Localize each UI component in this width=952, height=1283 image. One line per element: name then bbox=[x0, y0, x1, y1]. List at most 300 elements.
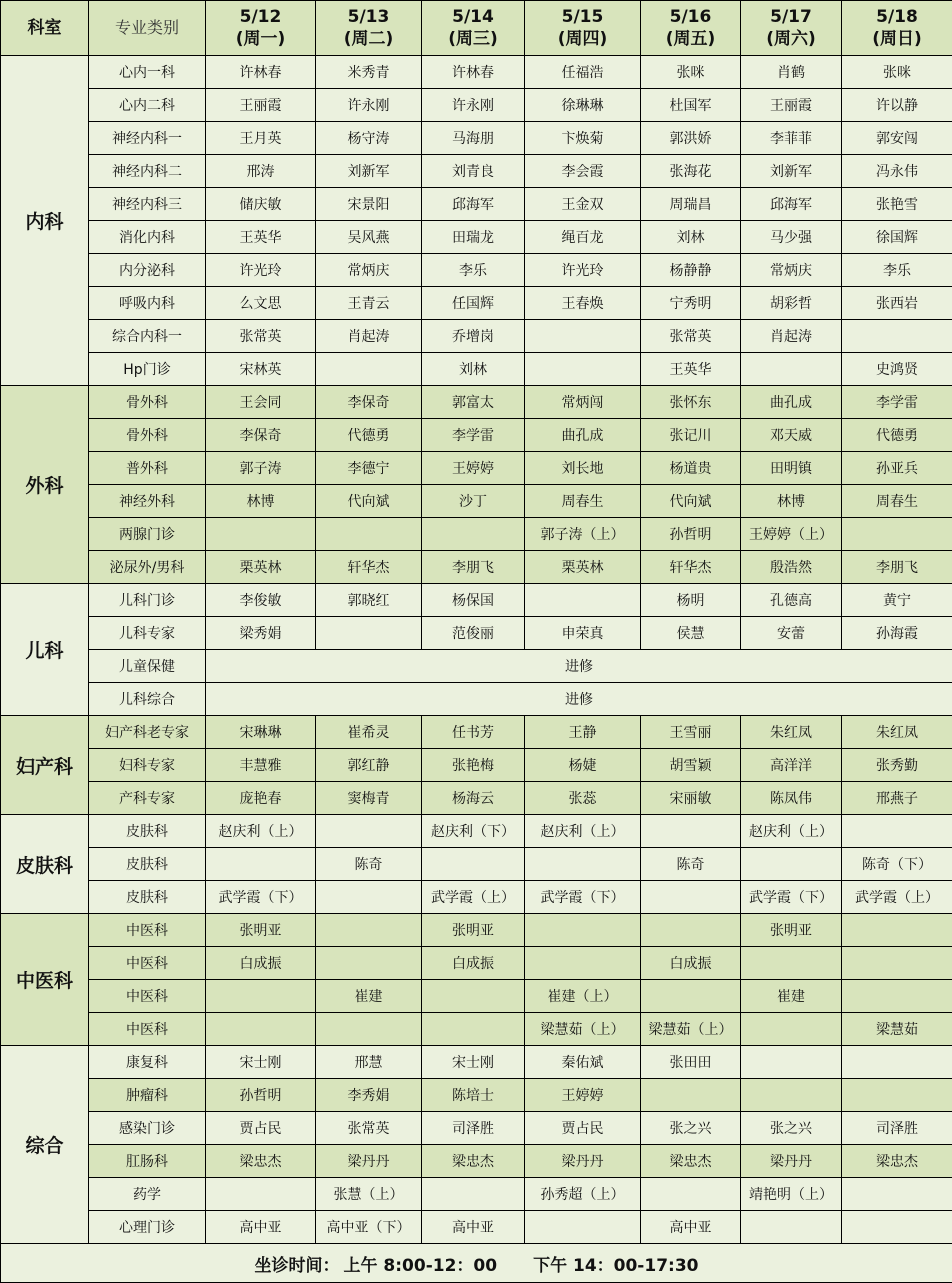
doctor-cell: 梁忠杰 bbox=[422, 1145, 525, 1178]
doctor-cell bbox=[206, 980, 316, 1013]
doctor-cell bbox=[206, 1013, 316, 1046]
doctor-cell: 张艳梅 bbox=[422, 749, 525, 782]
doctor-cell: 崔建 bbox=[316, 980, 422, 1013]
header-category: 专业类别 bbox=[89, 1, 206, 56]
category-cell: 神经内科三 bbox=[89, 188, 206, 221]
category-cell: 心内二科 bbox=[89, 89, 206, 122]
doctor-cell: 王雪丽 bbox=[641, 716, 741, 749]
doctor-cell bbox=[842, 320, 952, 353]
doctor-cell: 许永刚 bbox=[422, 89, 525, 122]
doctor-cell: 杨保国 bbox=[422, 584, 525, 617]
doctor-cell: 李乐 bbox=[422, 254, 525, 287]
doctor-cell: 王丽霞 bbox=[741, 89, 842, 122]
doctor-cell bbox=[741, 848, 842, 881]
doctor-cell: 肖起涛 bbox=[741, 320, 842, 353]
category-cell: 心内一科 bbox=[89, 56, 206, 89]
doctor-cell: 白成振 bbox=[422, 947, 525, 980]
doctor-cell: 申荣真 bbox=[525, 617, 641, 650]
doctor-cell: 王婷婷 bbox=[525, 1079, 641, 1112]
table-row bbox=[1, 518, 952, 551]
doctor-cell: 张明亚 bbox=[206, 914, 316, 947]
doctor-cell: 杨静静 bbox=[641, 254, 741, 287]
doctor-cell: 王春焕 bbox=[525, 287, 641, 320]
doctor-cell: 张常英 bbox=[206, 320, 316, 353]
table-row bbox=[1, 287, 952, 320]
doctor-cell: 王静 bbox=[525, 716, 641, 749]
doctor-cell bbox=[842, 914, 952, 947]
header-day bbox=[525, 1, 641, 56]
header-day bbox=[741, 1, 842, 56]
doctor-cell: 王婷婷（上） bbox=[741, 518, 842, 551]
doctor-cell: 刘长地 bbox=[525, 452, 641, 485]
table-row bbox=[1, 980, 952, 1013]
table-row bbox=[1, 320, 952, 353]
category-cell: 皮肤科 bbox=[89, 881, 206, 914]
doctor-cell: 王月英 bbox=[206, 122, 316, 155]
doctor-cell: 陈凤伟 bbox=[741, 782, 842, 815]
doctor-cell: 乔增岗 bbox=[422, 320, 525, 353]
doctor-cell: 卞焕菊 bbox=[525, 122, 641, 155]
doctor-cell: 栗英林 bbox=[206, 551, 316, 584]
doctor-cell: 梁忠杰 bbox=[206, 1145, 316, 1178]
dept-cell: 皮肤科 bbox=[1, 815, 89, 914]
category-cell: 综合内科一 bbox=[89, 320, 206, 353]
dept-cell: 妇产科 bbox=[1, 716, 89, 815]
doctor-cell: 梁慧茹（上） bbox=[641, 1013, 741, 1046]
doctor-cell: 梁忠杰 bbox=[842, 1145, 952, 1178]
doctor-cell: 徐国辉 bbox=[842, 221, 952, 254]
doctor-cell: 林博 bbox=[741, 485, 842, 518]
doctor-cell: 侯慧 bbox=[641, 617, 741, 650]
table-row bbox=[1, 1145, 952, 1178]
doctor-cell: 储庆敏 bbox=[206, 188, 316, 221]
doctor-cell: 绳百龙 bbox=[525, 221, 641, 254]
doctor-cell: 邱海军 bbox=[741, 188, 842, 221]
doctor-cell: 王金双 bbox=[525, 188, 641, 221]
header-weekday: (周一) bbox=[206, 28, 315, 50]
doctor-cell: 司泽胜 bbox=[422, 1112, 525, 1145]
doctor-cell: 梁丹丹 bbox=[525, 1145, 641, 1178]
doctor-cell bbox=[316, 617, 422, 650]
category-cell: 中医科 bbox=[89, 947, 206, 980]
category-cell: 普外科 bbox=[89, 452, 206, 485]
doctor-cell: 朱红凤 bbox=[741, 716, 842, 749]
doctor-cell: 张之兴 bbox=[641, 1112, 741, 1145]
doctor-cell: 张田田 bbox=[641, 1046, 741, 1079]
header-date: 5/16 bbox=[641, 6, 740, 28]
doctor-cell: 李学雷 bbox=[842, 386, 952, 419]
doctor-cell bbox=[525, 1211, 641, 1244]
doctor-cell: 许永刚 bbox=[316, 89, 422, 122]
doctor-cell bbox=[641, 1178, 741, 1211]
doctor-cell: 任书芳 bbox=[422, 716, 525, 749]
doctor-cell: 李乐 bbox=[842, 254, 952, 287]
table-row bbox=[1, 815, 952, 848]
category-cell: 药学 bbox=[89, 1178, 206, 1211]
doctor-cell bbox=[316, 1013, 422, 1046]
category-cell: 儿科专家 bbox=[89, 617, 206, 650]
header-weekday: (周二) bbox=[316, 28, 421, 50]
doctor-cell: 陈培士 bbox=[422, 1079, 525, 1112]
doctor-cell bbox=[525, 914, 641, 947]
header-weekday: (周六) bbox=[741, 28, 841, 50]
doctor-cell: 张明亚 bbox=[741, 914, 842, 947]
doctor-cell: 代德勇 bbox=[842, 419, 952, 452]
doctor-cell: 孙海霞 bbox=[842, 617, 952, 650]
doctor-cell bbox=[316, 881, 422, 914]
doctor-cell: 郭晓红 bbox=[316, 584, 422, 617]
table-row bbox=[1, 122, 952, 155]
doctor-cell bbox=[316, 914, 422, 947]
header-weekday: (周五) bbox=[641, 28, 740, 50]
category-cell: 感染门诊 bbox=[89, 1112, 206, 1145]
doctor-cell: 王青云 bbox=[316, 287, 422, 320]
doctor-cell: 梁慧茹（上） bbox=[525, 1013, 641, 1046]
doctor-cell: 李菲菲 bbox=[741, 122, 842, 155]
doctor-cell: 宁秀明 bbox=[641, 287, 741, 320]
doctor-cell: 武学霞（下） bbox=[741, 881, 842, 914]
doctor-cell: 任福浩 bbox=[525, 56, 641, 89]
table-row bbox=[1, 1013, 952, 1046]
doctor-cell: 武学霞（下） bbox=[525, 881, 641, 914]
category-cell: 儿科综合 bbox=[89, 683, 206, 716]
doctor-cell: 肖鹤 bbox=[741, 56, 842, 89]
category-cell: 儿科门诊 bbox=[89, 584, 206, 617]
doctor-cell: 邢涛 bbox=[206, 155, 316, 188]
doctor-cell: 许林春 bbox=[206, 56, 316, 89]
doctor-cell bbox=[525, 584, 641, 617]
doctor-cell bbox=[741, 1079, 842, 1112]
doctor-cell: 刘青良 bbox=[422, 155, 525, 188]
doctor-cell bbox=[422, 1013, 525, 1046]
doctor-cell: 杨婕 bbox=[525, 749, 641, 782]
doctor-cell: 邱海军 bbox=[422, 188, 525, 221]
doctor-cell: 马少强 bbox=[741, 221, 842, 254]
header-date: 5/17 bbox=[741, 6, 841, 28]
doctor-cell: 张海花 bbox=[641, 155, 741, 188]
category-cell: 骨外科 bbox=[89, 419, 206, 452]
doctor-cell bbox=[842, 980, 952, 1013]
doctor-cell: 赵庆利（下） bbox=[422, 815, 525, 848]
doctor-cell bbox=[842, 1178, 952, 1211]
category-cell: 儿童保健 bbox=[89, 650, 206, 683]
category-cell: 妇科专家 bbox=[89, 749, 206, 782]
doctor-cell: 许光玲 bbox=[206, 254, 316, 287]
doctor-cell: 李秀娟 bbox=[316, 1079, 422, 1112]
category-cell: 神经内科一 bbox=[89, 122, 206, 155]
doctor-cell: 轩华杰 bbox=[316, 551, 422, 584]
doctor-cell: 张常英 bbox=[641, 320, 741, 353]
doctor-cell: 常炳庆 bbox=[316, 254, 422, 287]
doctor-cell bbox=[316, 947, 422, 980]
header-date: 5/14 bbox=[422, 6, 524, 28]
category-cell: 中医科 bbox=[89, 980, 206, 1013]
doctor-cell bbox=[422, 1178, 525, 1211]
doctor-cell: 李保奇 bbox=[206, 419, 316, 452]
doctor-cell bbox=[842, 947, 952, 980]
category-cell: 神经外科 bbox=[89, 485, 206, 518]
doctor-cell: 赵庆利（上） bbox=[525, 815, 641, 848]
header-weekday: (周三) bbox=[422, 28, 524, 50]
doctor-cell: 田明镇 bbox=[741, 452, 842, 485]
doctor-cell bbox=[422, 518, 525, 551]
category-cell: 心理门诊 bbox=[89, 1211, 206, 1244]
doctor-cell: 陈奇 bbox=[641, 848, 741, 881]
doctor-cell bbox=[842, 1046, 952, 1079]
doctor-cell: 王婷婷 bbox=[422, 452, 525, 485]
doctor-cell: 张咪 bbox=[641, 56, 741, 89]
doctor-cell: 赵庆利（上） bbox=[741, 815, 842, 848]
table-row bbox=[1, 155, 952, 188]
category-cell: 消化内科 bbox=[89, 221, 206, 254]
doctor-cell: 张咪 bbox=[842, 56, 952, 89]
doctor-cell bbox=[641, 980, 741, 1013]
doctor-cell: 武学霞（上） bbox=[842, 881, 952, 914]
doctor-cell: 米秀青 bbox=[316, 56, 422, 89]
category-cell: 神经内科二 bbox=[89, 155, 206, 188]
doctor-cell bbox=[525, 353, 641, 386]
doctor-cell bbox=[741, 1013, 842, 1046]
doctor-cell: 代德勇 bbox=[316, 419, 422, 452]
doctor-cell: 梁忠杰 bbox=[641, 1145, 741, 1178]
table-row bbox=[1, 353, 952, 386]
doctor-cell: 么文思 bbox=[206, 287, 316, 320]
doctor-cell: 刘新军 bbox=[316, 155, 422, 188]
dept-cell: 中医科 bbox=[1, 914, 89, 1046]
doctor-cell: 冯永伟 bbox=[842, 155, 952, 188]
doctor-cell: 李保奇 bbox=[316, 386, 422, 419]
footer-row bbox=[1, 1244, 952, 1283]
category-cell: 泌尿外/男科 bbox=[89, 551, 206, 584]
doctor-cell: 沙丁 bbox=[422, 485, 525, 518]
doctor-cell bbox=[641, 914, 741, 947]
table-row bbox=[1, 683, 952, 716]
category-cell: 产科专家 bbox=[89, 782, 206, 815]
doctor-cell: 贾占民 bbox=[206, 1112, 316, 1145]
doctor-cell bbox=[741, 353, 842, 386]
category-cell: 肛肠科 bbox=[89, 1145, 206, 1178]
doctor-cell: 常炳庆 bbox=[741, 254, 842, 287]
doctor-cell: 陈奇（下） bbox=[842, 848, 952, 881]
table-row bbox=[1, 56, 952, 89]
category-cell: Hp门诊 bbox=[89, 353, 206, 386]
doctor-cell: 高中亚 bbox=[422, 1211, 525, 1244]
table-row bbox=[1, 848, 952, 881]
doctor-cell: 孙秀超（上） bbox=[525, 1178, 641, 1211]
doctor-cell: 李学雷 bbox=[422, 419, 525, 452]
doctor-cell bbox=[422, 848, 525, 881]
doctor-cell: 崔希灵 bbox=[316, 716, 422, 749]
table-row bbox=[1, 584, 952, 617]
doctor-cell: 张怀东 bbox=[641, 386, 741, 419]
dept-cell: 儿科 bbox=[1, 584, 89, 716]
doctor-cell: 张慧（上） bbox=[316, 1178, 422, 1211]
category-cell: 康复科 bbox=[89, 1046, 206, 1079]
merged-schedule-cell: 进修 bbox=[206, 683, 952, 716]
doctor-cell: 梁丹丹 bbox=[741, 1145, 842, 1178]
header-date: 5/15 bbox=[525, 6, 640, 28]
doctor-cell bbox=[525, 848, 641, 881]
doctor-cell: 庞艳春 bbox=[206, 782, 316, 815]
table-row bbox=[1, 89, 952, 122]
category-cell: 中医科 bbox=[89, 914, 206, 947]
doctor-cell: 徐琳琳 bbox=[525, 89, 641, 122]
category-cell: 肿瘤科 bbox=[89, 1079, 206, 1112]
doctor-cell: 崔建（上） bbox=[525, 980, 641, 1013]
table-row bbox=[1, 947, 952, 980]
doctor-cell: 邓天威 bbox=[741, 419, 842, 452]
clinic-hours-morning: 上午 8:00-12：00 bbox=[344, 1256, 498, 1276]
doctor-cell: 高中亚 bbox=[206, 1211, 316, 1244]
doctor-cell: 张之兴 bbox=[741, 1112, 842, 1145]
table-row bbox=[1, 254, 952, 287]
doctor-cell: 宋景阳 bbox=[316, 188, 422, 221]
doctor-cell: 王英华 bbox=[206, 221, 316, 254]
doctor-cell: 刘林 bbox=[641, 221, 741, 254]
doctor-cell: 周春生 bbox=[525, 485, 641, 518]
doctor-cell: 张秀勤 bbox=[842, 749, 952, 782]
doctor-cell: 高洋洋 bbox=[741, 749, 842, 782]
doctor-cell: 李俊敏 bbox=[206, 584, 316, 617]
table-row bbox=[1, 1046, 952, 1079]
doctor-cell: 宋丽敏 bbox=[641, 782, 741, 815]
header-date: 5/13 bbox=[316, 6, 421, 28]
table-row bbox=[1, 485, 952, 518]
doctor-cell bbox=[641, 881, 741, 914]
doctor-cell: 林博 bbox=[206, 485, 316, 518]
doctor-cell: 杨道贵 bbox=[641, 452, 741, 485]
doctor-cell: 郭子涛 bbox=[206, 452, 316, 485]
doctor-cell: 曲孔成 bbox=[741, 386, 842, 419]
header-day bbox=[842, 1, 952, 56]
doctor-cell: 刘新军 bbox=[741, 155, 842, 188]
table-row bbox=[1, 419, 952, 452]
doctor-cell: 孙亚兵 bbox=[842, 452, 952, 485]
doctor-cell: 张艳雪 bbox=[842, 188, 952, 221]
header-weekday: (周日) bbox=[842, 28, 952, 50]
doctor-cell: 武学霞（下） bbox=[206, 881, 316, 914]
doctor-cell: 梁丹丹 bbox=[316, 1145, 422, 1178]
header-day bbox=[206, 1, 316, 56]
table-row bbox=[1, 452, 952, 485]
doctor-cell: 田瑞龙 bbox=[422, 221, 525, 254]
doctor-cell bbox=[741, 1211, 842, 1244]
doctor-cell: 殷浩然 bbox=[741, 551, 842, 584]
doctor-cell: 宋士刚 bbox=[206, 1046, 316, 1079]
doctor-cell: 梁慧茹 bbox=[842, 1013, 952, 1046]
doctor-cell: 张蕊 bbox=[525, 782, 641, 815]
doctor-cell: 陈奇 bbox=[316, 848, 422, 881]
table-row bbox=[1, 1112, 952, 1145]
table-row bbox=[1, 881, 952, 914]
dept-cell: 外科 bbox=[1, 386, 89, 584]
header-day bbox=[316, 1, 422, 56]
doctor-cell: 郭红静 bbox=[316, 749, 422, 782]
category-cell: 皮肤科 bbox=[89, 848, 206, 881]
doctor-cell bbox=[316, 518, 422, 551]
table-row bbox=[1, 716, 952, 749]
doctor-cell: 王会同 bbox=[206, 386, 316, 419]
doctor-cell: 周瑞昌 bbox=[641, 188, 741, 221]
header-day bbox=[641, 1, 741, 56]
category-cell: 呼吸内科 bbox=[89, 287, 206, 320]
doctor-cell: 张记川 bbox=[641, 419, 741, 452]
doctor-cell: 孙哲明 bbox=[206, 1079, 316, 1112]
doctor-cell: 曲孔成 bbox=[525, 419, 641, 452]
category-cell: 内分泌科 bbox=[89, 254, 206, 287]
table-row bbox=[1, 1211, 952, 1244]
table-row bbox=[1, 188, 952, 221]
header-day bbox=[422, 1, 525, 56]
doctor-cell: 郭安闯 bbox=[842, 122, 952, 155]
doctor-cell: 高中亚 bbox=[641, 1211, 741, 1244]
table-row bbox=[1, 1178, 952, 1211]
clinic-hours-label: 坐诊时间： bbox=[255, 1256, 340, 1276]
table-row bbox=[1, 221, 952, 254]
header-date: 5/18 bbox=[842, 6, 952, 28]
doctor-cell: 张常英 bbox=[316, 1112, 422, 1145]
doctor-cell: 任国辉 bbox=[422, 287, 525, 320]
doctor-cell bbox=[842, 518, 952, 551]
doctor-cell bbox=[842, 815, 952, 848]
table-row bbox=[1, 1079, 952, 1112]
category-cell: 中医科 bbox=[89, 1013, 206, 1046]
doctor-cell: 周春生 bbox=[842, 485, 952, 518]
doctor-cell: 王英华 bbox=[641, 353, 741, 386]
doctor-cell bbox=[206, 1178, 316, 1211]
doctor-cell: 许林春 bbox=[422, 56, 525, 89]
doctor-cell bbox=[316, 815, 422, 848]
doctor-cell bbox=[641, 815, 741, 848]
doctor-cell: 李会霞 bbox=[525, 155, 641, 188]
doctor-cell: 王丽霞 bbox=[206, 89, 316, 122]
table-row bbox=[1, 650, 952, 683]
doctor-cell bbox=[206, 518, 316, 551]
doctor-cell: 贾占民 bbox=[525, 1112, 641, 1145]
doctor-cell: 孙哲明 bbox=[641, 518, 741, 551]
table-row bbox=[1, 551, 952, 584]
doctor-cell: 杨海云 bbox=[422, 782, 525, 815]
doctor-cell: 吴风燕 bbox=[316, 221, 422, 254]
doctor-cell: 常炳闯 bbox=[525, 386, 641, 419]
doctor-cell: 张明亚 bbox=[422, 914, 525, 947]
doctor-cell: 靖艳明（上） bbox=[741, 1178, 842, 1211]
doctor-cell: 邢慧 bbox=[316, 1046, 422, 1079]
doctor-cell: 孔德高 bbox=[741, 584, 842, 617]
doctor-cell: 胡雪颖 bbox=[641, 749, 741, 782]
table-row bbox=[1, 914, 952, 947]
doctor-cell bbox=[422, 980, 525, 1013]
doctor-cell: 张西岩 bbox=[842, 287, 952, 320]
doctor-cell bbox=[842, 1079, 952, 1112]
doctor-cell: 司泽胜 bbox=[842, 1112, 952, 1145]
doctor-cell: 白成振 bbox=[206, 947, 316, 980]
header-row bbox=[1, 1, 952, 56]
doctor-cell: 窦梅青 bbox=[316, 782, 422, 815]
doctor-cell: 马海朋 bbox=[422, 122, 525, 155]
doctor-cell bbox=[641, 1079, 741, 1112]
category-cell: 妇产科老专家 bbox=[89, 716, 206, 749]
doctor-cell: 杨守涛 bbox=[316, 122, 422, 155]
doctor-cell: 丰慧雅 bbox=[206, 749, 316, 782]
dept-cell: 内科 bbox=[1, 56, 89, 386]
doctor-cell: 邢燕子 bbox=[842, 782, 952, 815]
doctor-cell: 白成振 bbox=[641, 947, 741, 980]
doctor-cell: 李朋飞 bbox=[842, 551, 952, 584]
doctor-cell: 刘林 bbox=[422, 353, 525, 386]
table-row bbox=[1, 617, 952, 650]
header-weekday: (周四) bbox=[525, 28, 640, 50]
